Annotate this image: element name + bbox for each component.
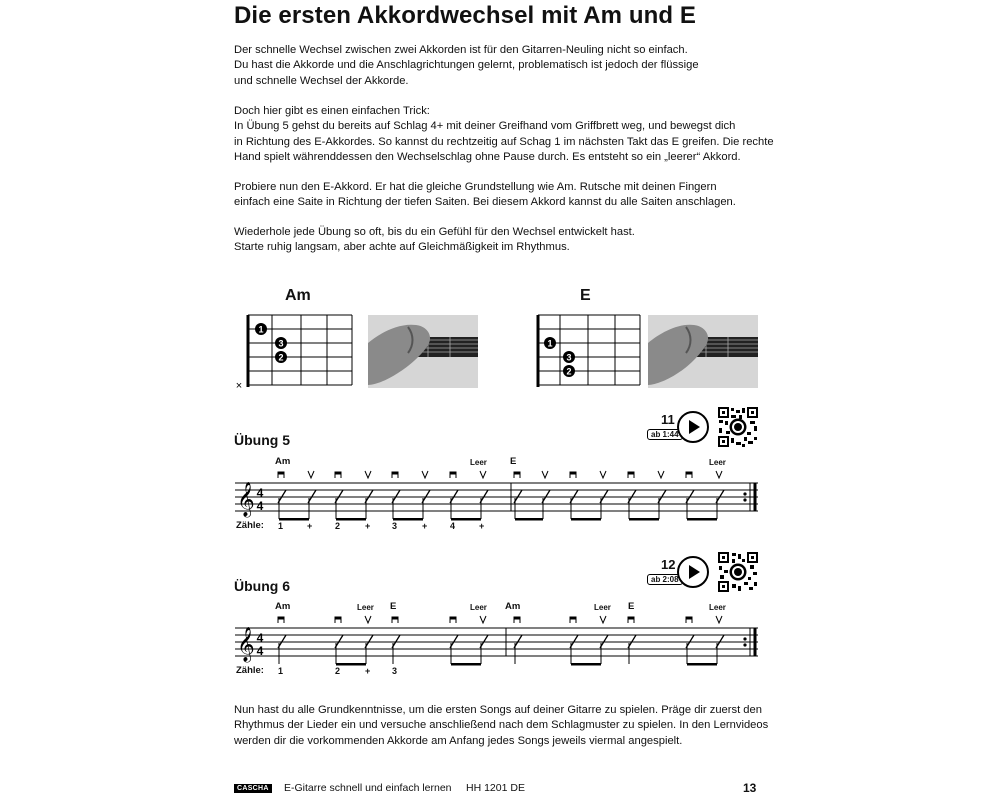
muted-string-marker: × — [235, 380, 243, 392]
chord-am-name: Am — [285, 287, 311, 304]
beams — [279, 518, 717, 521]
leer-label: Leer — [709, 603, 726, 612]
chord-label: Am — [505, 601, 521, 612]
publisher-logo: CASCHA — [234, 784, 272, 793]
chord-label: E — [628, 601, 635, 612]
time-signature-top: 4 — [256, 486, 264, 500]
text-line: werden dir die vorkommenden Akkorde am Anfang jedes Songs jeweils viermal angespielt. — [234, 734, 683, 747]
count: 2 — [335, 666, 341, 676]
count: 3 — [392, 666, 398, 676]
paragraph-2 — [234, 104, 774, 166]
count-label: Zähle: — [236, 665, 264, 676]
text-line: Der schnelle Wechsel zwischen zwei Akkorden ist für den Gitarren-Neuling nicht so einfach. — [234, 44, 688, 56]
time-signature-bottom: 4 — [256, 644, 264, 658]
treble-clef-icon: 𝄞 — [237, 483, 255, 516]
product-code: HH 1201 DE — [466, 782, 525, 794]
note-stems — [279, 643, 717, 664]
play-button[interactable] — [676, 555, 710, 589]
count: 4 — [450, 521, 456, 531]
paragraph-3 — [234, 180, 774, 211]
count-label: Zähle: — [236, 520, 264, 531]
text-line: In Übung 5 gehst du bereits auf Schlag 4+ mit deiner Greifhand vom Griffbrett weg, und bewegst dich — [234, 120, 736, 133]
track-time: ab 1:44 — [647, 429, 683, 440]
time-signature-top: 4 — [256, 631, 264, 645]
leer-label: Leer — [470, 603, 487, 612]
track-number: 11 — [661, 412, 675, 427]
strum-pattern — [278, 471, 722, 478]
exercise-6-title: Übung 6 — [234, 578, 290, 594]
chord-diagram-am — [232, 310, 357, 392]
text-line: Doch hier gibt es einen einfachen Trick: — [234, 105, 430, 117]
count: 1 — [278, 521, 284, 531]
count: 1 — [278, 666, 284, 676]
text-line: Du hast die Akkorde und die Anschlagrichtungen gelernt, problematisch ist jedoch der flüssige — [234, 59, 699, 72]
chord-diagram-e — [522, 310, 647, 392]
exercise-6-notation — [230, 610, 765, 670]
finger-number: 3 — [278, 338, 284, 349]
text-line: in Richtung des E-Akkordes. So kannst du rechtzeitig auf Schag 1 im nächsten Takt das E greifen. Die rechte — [234, 135, 774, 148]
leer-label: Leer — [357, 603, 374, 612]
page-number: 13 — [743, 781, 757, 795]
text-line: Probiere nun den E-Akkord. Er hat die gleiche Grundstellung wie Am. Rutsche mit deinen Fingern — [234, 181, 717, 193]
chord-label: Am — [275, 456, 291, 467]
book-title: E-Gitarre schnell und einfach lernen — [284, 782, 452, 794]
count: + — [365, 521, 371, 531]
page-title: Die ersten Akkordwechsel mit Am und E — [234, 2, 697, 29]
count: + — [422, 521, 428, 531]
text-line: Starte ruhig langsam, aber achte auf Gleichmäßigkeit im Rhythmus. — [234, 241, 570, 254]
text-line: Wiederhole jede Übung so oft, bis du ein Gefühl für den Wechsel entwickelt hast. — [234, 226, 635, 238]
track-time: ab 2:08 — [647, 574, 683, 585]
chord-photo-e — [648, 315, 758, 388]
time-signature-bottom: 4 — [256, 499, 264, 513]
play-button[interactable] — [676, 410, 710, 444]
qr-code-icon[interactable] — [717, 551, 759, 593]
chord-label: E — [510, 456, 517, 467]
text-line: Nun hast du alle Grundkenntnisse, um die ersten Songs auf deiner Gitarre zu spielen. Präge dir zuerst den — [234, 704, 762, 716]
chord-e-name: E — [580, 287, 591, 304]
chord-photo-am — [368, 315, 478, 388]
count: + — [307, 521, 313, 531]
count: + — [479, 521, 485, 531]
leer-label: Leer — [594, 603, 611, 612]
finger-number: 2 — [278, 352, 284, 363]
finger-number: 2 — [566, 366, 572, 377]
text-line: Hand spielt währenddessen den Wechselschlag ohne Pause durch. Es entsteht so ein „leerer“ Akkord. — [234, 151, 741, 164]
leer-label: Leer — [709, 458, 726, 467]
paragraph-1 — [234, 43, 774, 89]
count: 2 — [335, 521, 341, 531]
text-line: und schnelle Wechsel der Akkorde. — [234, 74, 409, 87]
count: 3 — [392, 521, 398, 531]
text-line: Rhythmus der Lieder ein und versuche anschließend nach dem Schlagmuster zu spielen. In den Lernvideos — [234, 719, 769, 732]
track-number: 12 — [661, 557, 676, 572]
finger-number: 3 — [566, 352, 572, 363]
qr-code-icon[interactable] — [717, 406, 759, 448]
finger-number: 1 — [547, 338, 553, 349]
exercise-5-notation — [230, 465, 765, 525]
leer-label: Leer — [470, 458, 487, 467]
exercise-5-title: Übung 5 — [234, 432, 290, 448]
paragraph-4 — [234, 225, 774, 256]
finger-number: 1 — [258, 324, 264, 335]
outro-paragraph — [234, 703, 774, 749]
chord-label: E — [390, 601, 397, 612]
count: + — [365, 666, 371, 676]
chord-label: Am — [275, 601, 291, 612]
note-stems — [279, 498, 717, 519]
text-line: einfach eine Saite in Richtung der tiefen Saiten. Bei diesem Akkord kannst du alle Saiten anschlagen. — [234, 196, 736, 209]
strum-pattern — [278, 616, 722, 623]
treble-clef-icon: 𝄞 — [237, 628, 255, 661]
